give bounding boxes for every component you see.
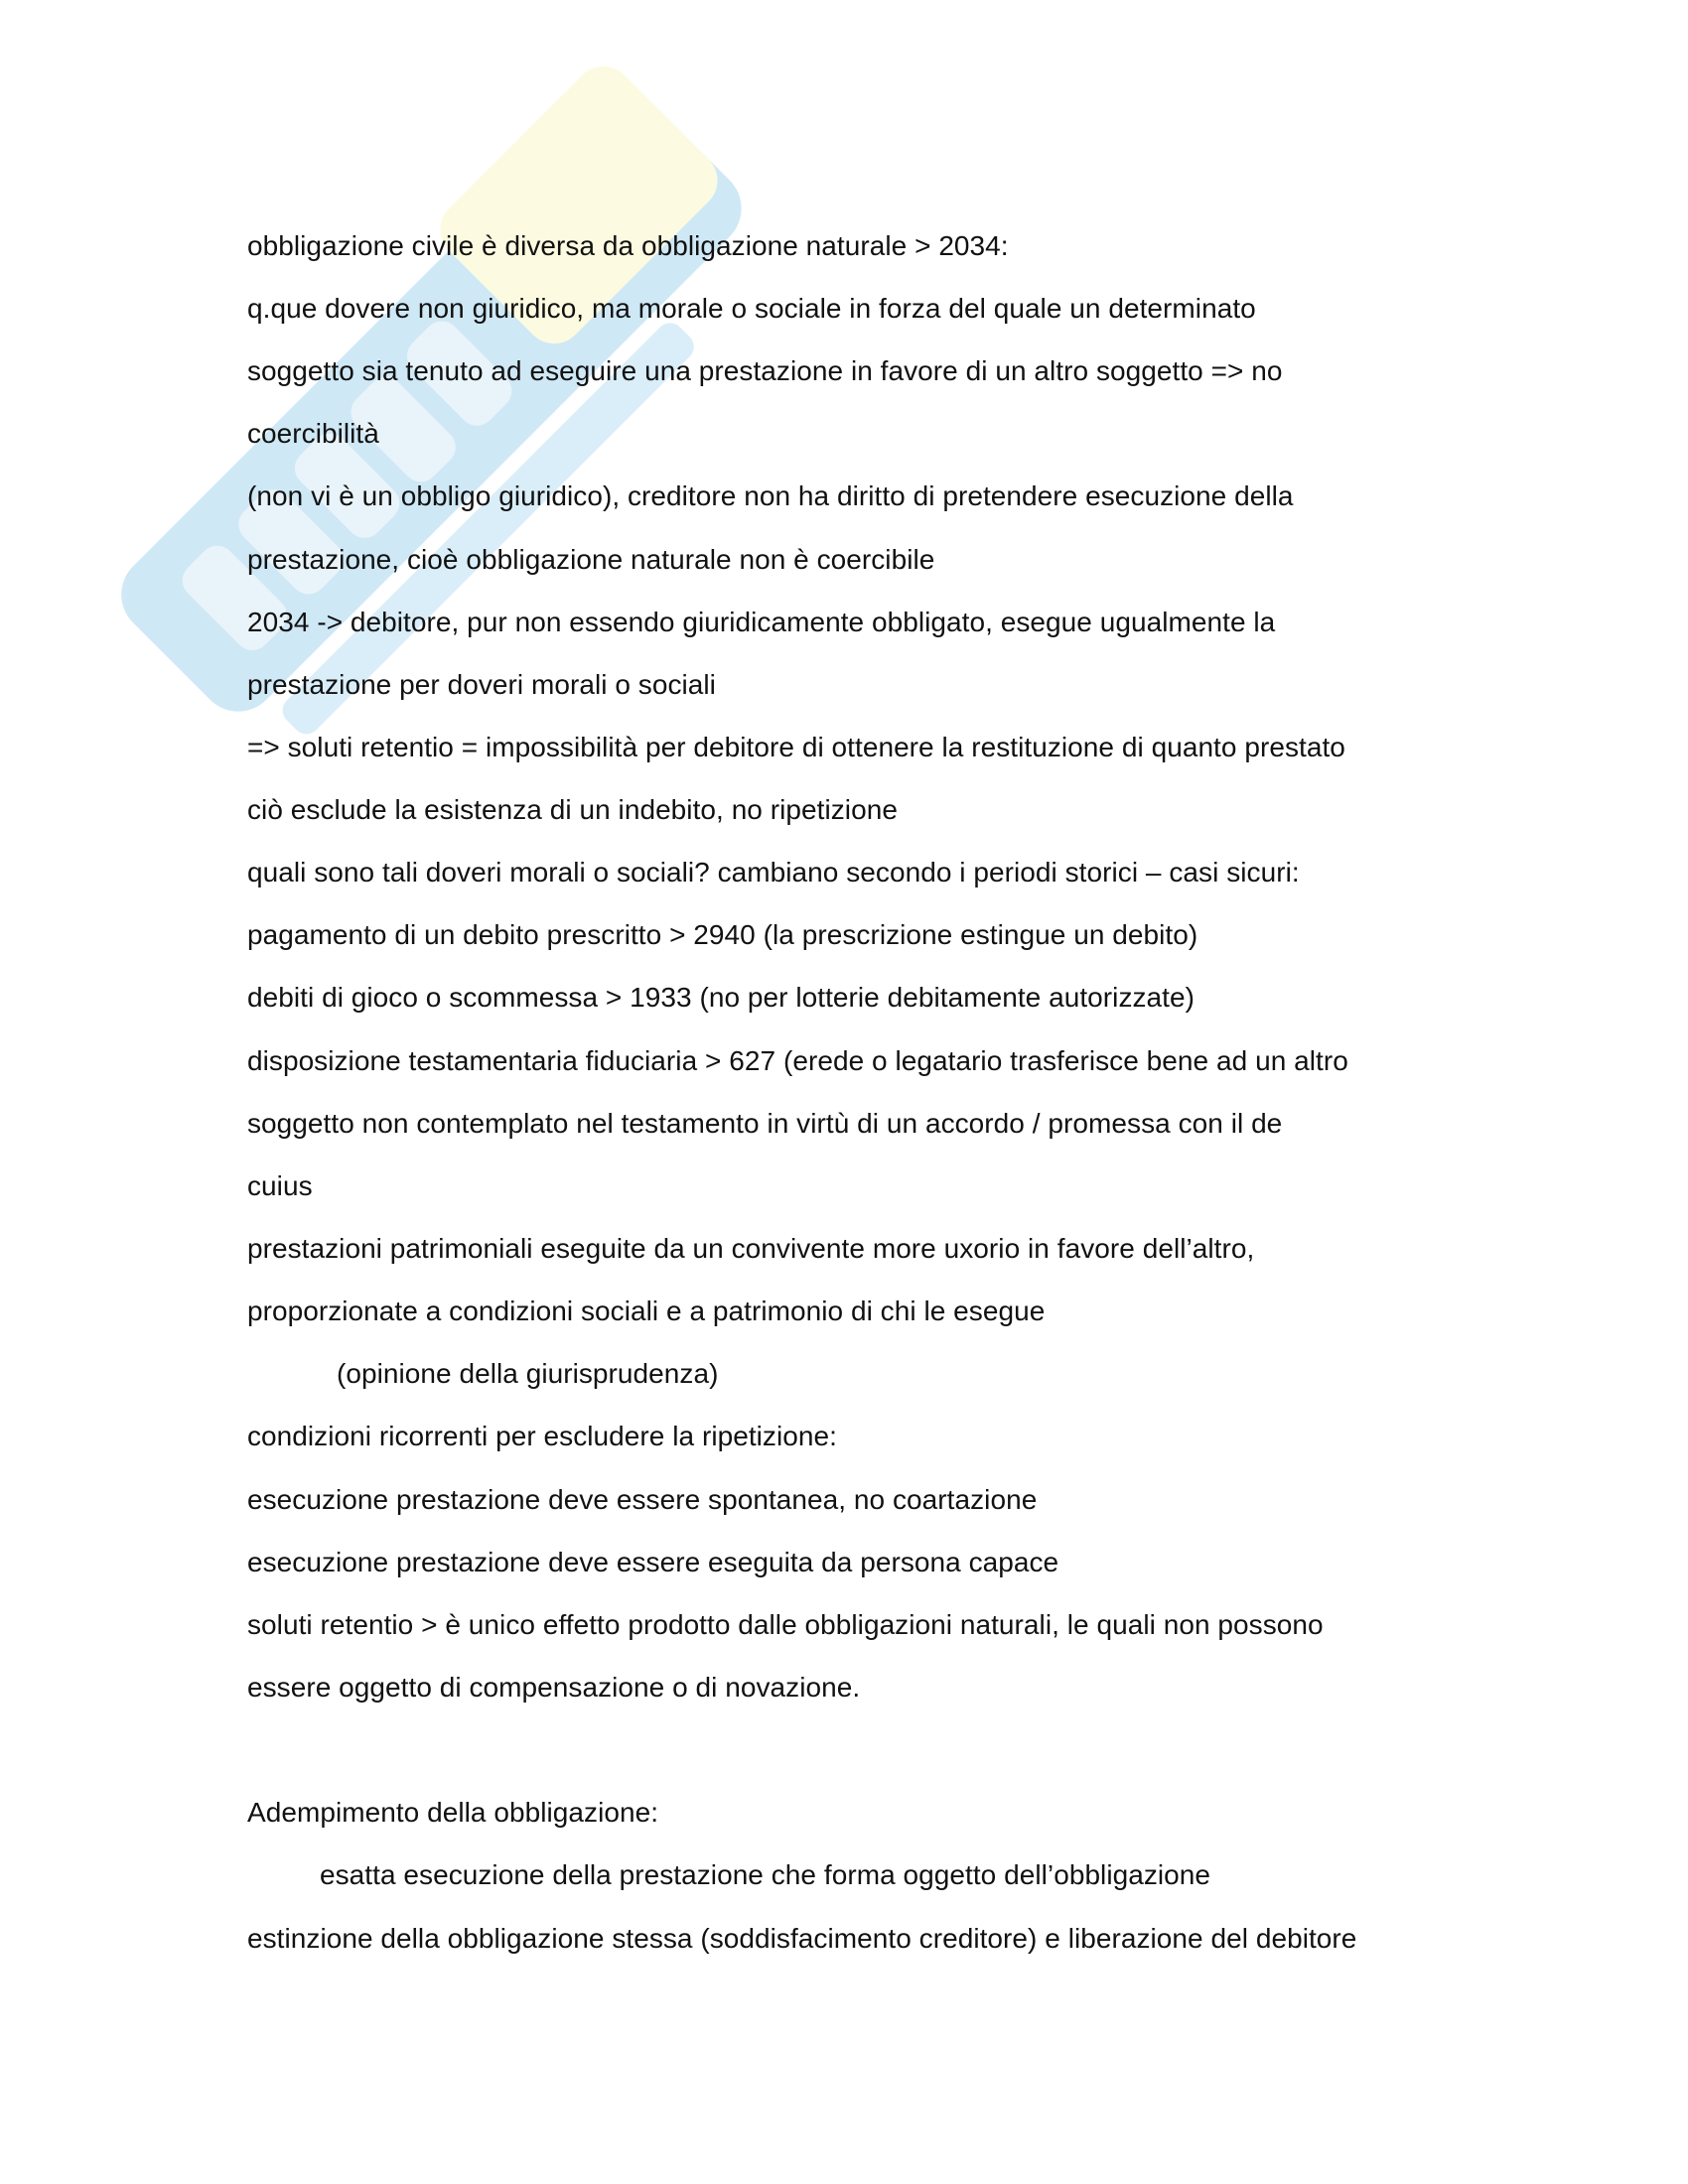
text-line-indented: (opinione della giurisprudenza)	[337, 1358, 719, 1389]
text-line: esecuzione prestazione deve essere spontanea, no coartazione	[247, 1484, 1038, 1515]
text-line: prestazione per doveri morali o sociali	[247, 669, 716, 700]
text-line: 2034 -> debitore, pur non essendo giuridicamente obbligato, esegue ugualmente la	[247, 607, 1276, 637]
text-line: esecuzione prestazione deve essere eseguita da persona capace	[247, 1547, 1059, 1577]
text-line: condizioni ricorrenti per escludere la ripetizione:	[247, 1421, 837, 1451]
text-line: => soluti retentio = impossibilità per debitore di ottenere la restituzione di quanto prestato	[247, 732, 1345, 762]
text-line: ciò esclude la esistenza di un indebito, no ripetizione	[247, 794, 898, 825]
text-line: pagamento di un debito prescritto > 2940 (la prescrizione estingue un debito)	[247, 919, 1198, 950]
text-line: (non vi è un obbligo giuridico), creditore non ha diritto di pretendere esecuzione della	[247, 480, 1294, 511]
text-line: essere oggetto di compensazione o di novazione.	[247, 1672, 861, 1703]
text-line: soggetto sia tenuto ad eseguire una prestazione in favore di un altro soggetto => no	[247, 355, 1283, 386]
text-line-indented: esatta esecuzione della prestazione che forma oggetto dell’obbligazione	[320, 1859, 1211, 1890]
text-line: coercibilità	[247, 418, 379, 449]
text-line: soluti retentio > è unico effetto prodotto dalle obbligazioni naturali, le quali non possono	[247, 1609, 1324, 1640]
text-line: disposizione testamentaria fiduciaria > 627 (erede o legatario trasferisce bene ad un altro	[247, 1045, 1348, 1076]
text-line: estinzione della obbligazione stessa (soddisfacimento creditore) e liberazione del debitore	[247, 1923, 1357, 1954]
text-line: cuius	[247, 1170, 313, 1201]
section-heading: Adempimento della obbligazione:	[247, 1797, 659, 1828]
text-line: proporzionate a condizioni sociali e a patrimonio di chi le esegue	[247, 1296, 1046, 1326]
text-line: soggetto non contemplato nel testamento in virtù di un accordo / promessa con il de	[247, 1108, 1283, 1139]
text-line: prestazioni patrimoniali eseguite da un convivente more uxorio in favore dell’altro,	[247, 1233, 1255, 1264]
text-line: quali sono tali doveri morali o sociali? cambiano secondo i periodi storici – casi sicuri:	[247, 857, 1300, 887]
text-line: prestazione, cioè obbligazione naturale non è coercibile	[247, 544, 935, 575]
text-line: debiti di gioco o scommessa > 1933 (no per lotterie debitamente autorizzate)	[247, 982, 1195, 1013]
text-line: q.que dovere non giuridico, ma morale o sociale in forza del quale un determinato	[247, 293, 1256, 324]
text-line: obbligazione civile è diversa da obbligazione naturale > 2034:	[247, 230, 1009, 261]
